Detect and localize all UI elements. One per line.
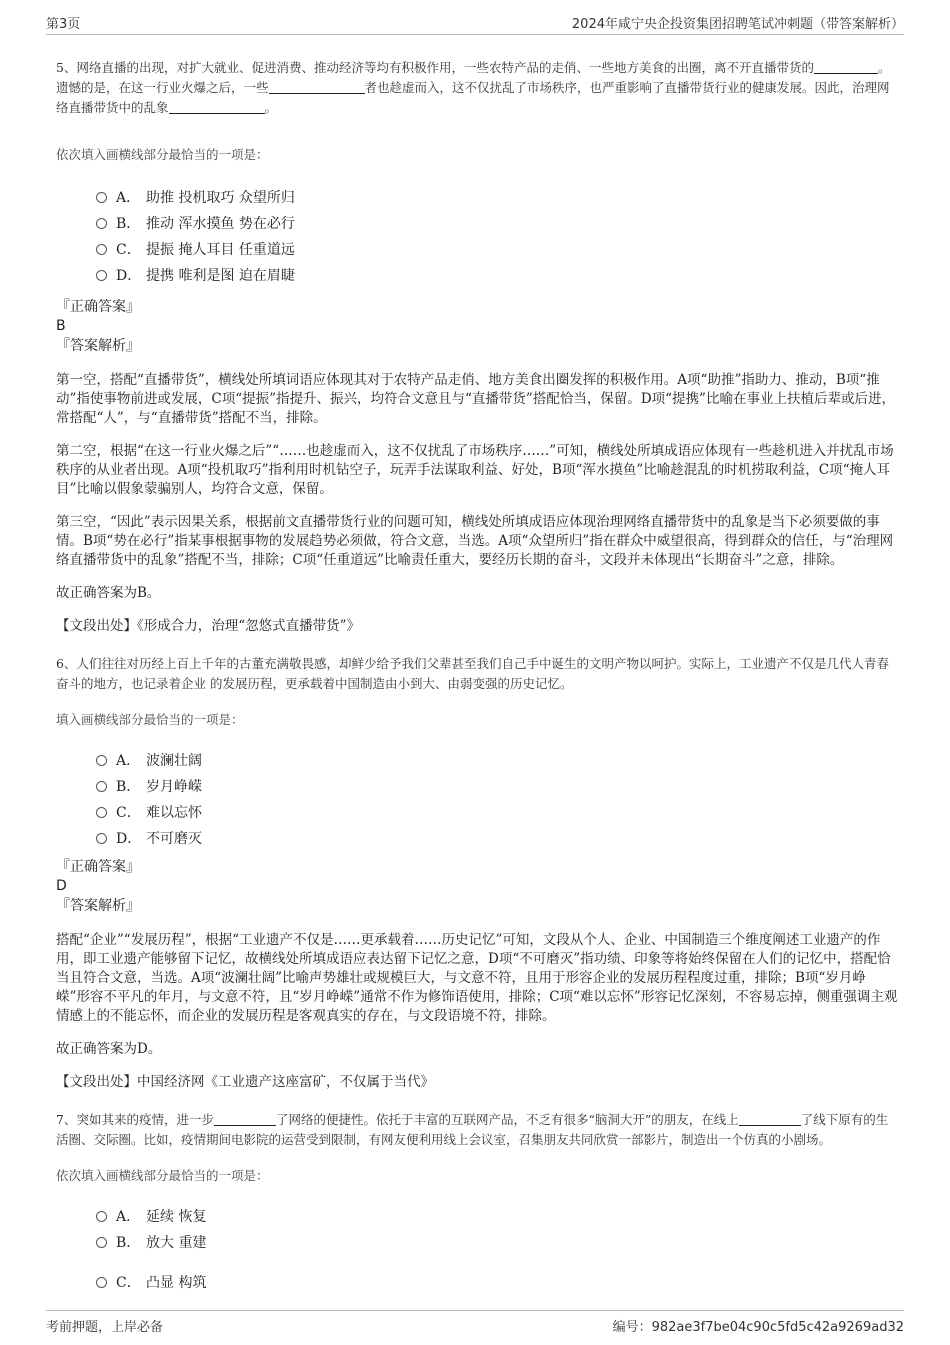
option-a[interactable]: A． 波澜壮阔 (96, 748, 898, 774)
radio-button[interactable] (96, 1277, 107, 1288)
correct-answer-label: 『正确答案』 (56, 859, 140, 875)
radio-button[interactable] (96, 807, 107, 818)
option-d[interactable]: D． 提携 唯利是图 迫在眉睫 (96, 263, 898, 289)
analysis-conclusion: 故正确答案为B。 (56, 585, 161, 601)
radio-button[interactable] (96, 755, 107, 766)
analysis-conclusion: 故正确答案为D。 (56, 1041, 162, 1057)
analysis-paragraph: 第三空，“因此”表示因果关系，根据前文直播带货行业的问题可知，横线处所填成语应体现治理网络直播带货中的乱象是当下必须要做的事情。B项“势在必行”指某事根据事物的发展趋势必须做，符合文意，当选。A项“众望所归”指在群众中威望很高，得到群众的信任，与“治理网络直播带货中的乱象”搭配不当，排除；C项“任重道远”比喻责任重大，要经历长期的奋斗，文段并未体现出“长期奋斗”之意，排除。 (56, 514, 894, 568)
option-b[interactable]: B． 放大 重建 (96, 1230, 898, 1256)
analysis-paragraph: 搭配“企业”“发展历程”，根据“工业遗产不仅是……更承载着……历史记忆”可知，文段从个人、企业、中国制造三个维度阐述工业遗产的作用，即工业遗产能够留下记忆，故横线处所填成语应表达留下记忆之意，D项“不可磨灭”指功绩、印象等将始终保留在人们的记忆中，搭配恰当且符合文意，当选。A项“波澜壮阔”比喻声势雄壮或规模巨大，与文意不符，且用于形容企业的发展历程程度过重，排除；B项“岁月峥嵘”形容不平凡的年月，与文意不符，且“岁月峥嵘”通常不作为修饰语使用，排除；C项“难以忘怀”形容记忆深刻，不容易忘掉，侧重强调主观情感上的不能忘怀，而企业的发展历程是客观真实的存在，与文段语境不符，排除。 (56, 932, 898, 1024)
question-stem: 6、人们往往对历经上百上千年的古董充满敬畏感，却鲜少给予我们父辈甚至我们自己手中诞生的文明产物以呵护。实际上，工业遗产不仅是几代人青春奋斗的地方，也记录着企业 的发展历程，更承载着中国制造由小到大、由弱变强的历史记忆。 (56, 656, 889, 691)
question-instruction: 依次填入画横线部分最恰当的一项是： (56, 147, 269, 162)
radio-button[interactable] (96, 192, 107, 203)
analysis-body (56, 931, 898, 1092)
question-instruction: 依次填入画横线部分最恰当的一项是： (56, 1168, 269, 1183)
answer-blank (214, 1112, 276, 1126)
option-list (96, 1204, 898, 1296)
question-stem: 7、突如其来的疫情，进一步 了网络的便捷性。依托于丰富的互联网产品，不乏有很多“脑洞大开”的朋友，在线上 了线下原有的生活圈、交际圈。比如，疫情期间电影院的运营受到限制，有网友便利用线上会议室，召集朋友共同欣赏一部影片，制造出一个仿真的小剧场。 (56, 1112, 889, 1147)
option-a[interactable]: A． 助推 投机取巧 众望所归 (96, 185, 898, 211)
radio-button[interactable] (96, 218, 107, 229)
analysis-paragraph: 第一空，搭配“直播带货”，横线处所填词语应体现其对于农特产品走俏、地方美食出圈发挥的积极作用。A项“助推”指助力、推动，B项“推动”指使事物前进或发展，C项“提振”指提升、振兴，均符合文意且与“直播带货”搭配恰当，保留。D项“提携”比喻在事业上扶植后辈或后进，常搭配“人”，与“直播带货”搭配不当，排除。 (56, 372, 895, 426)
analysis-label: 『答案解析』 (56, 898, 140, 914)
analysis-label: 『答案解析』 (56, 338, 140, 354)
option-list (96, 185, 898, 289)
option-c[interactable]: C． 凸显 构筑 (96, 1270, 898, 1296)
correct-answer-label: 『正确答案』 (56, 299, 140, 315)
main-content (56, 58, 898, 1296)
correct-answer: B (56, 318, 66, 334)
correct-answer: D (56, 878, 67, 894)
radio-button[interactable] (96, 833, 107, 844)
option-c[interactable]: C． 提振 掩人耳目 任重道远 (96, 237, 898, 263)
radio-button[interactable] (96, 1237, 107, 1248)
option-a[interactable]: A． 延续 恢复 (96, 1204, 898, 1230)
option-c[interactable]: C． 难以忘怀 (96, 800, 898, 826)
option-b[interactable]: B． 推动 浑水摸鱼 势在必行 (96, 211, 898, 237)
radio-button[interactable] (96, 270, 107, 281)
question-stem: 5、网络直播的出现，对扩大就业、促进消费、推动经济等均有积极作用，一些农特产品的走俏、一些地方美食的出圈，离不开直播带货的 。遗憾的是，在这一行业火爆之后，一些 者也趁虚而入，这不仅扰乱了市场秩序，也严重影响了直播带货行业的健康发展。因此，治理网络直播带货中的乱象 。 (56, 60, 891, 115)
passage-source: 【文段出处】中国经济网《工业遗产这座富矿，不仅属于当代》 (56, 1074, 434, 1090)
page-number: 第3页 (46, 17, 81, 32)
option-list (96, 748, 898, 852)
question-5 (56, 58, 898, 636)
answer-blank (269, 80, 365, 94)
page-header (46, 10, 904, 35)
option-b[interactable]: B． 岁月峥嵘 (96, 774, 898, 800)
document-title: 2024年咸宁央企投资集团招聘笔试冲刺题（带答案解析） (571, 17, 904, 32)
analysis-body (56, 371, 898, 636)
question-instruction: 填入画横线部分最恰当的一项是： (56, 712, 244, 727)
answer-blank (814, 60, 878, 74)
radio-button[interactable] (96, 244, 107, 255)
question-6 (56, 654, 898, 1092)
option-d[interactable]: D． 不可磨灭 (96, 826, 898, 852)
document-id: 编号：982ae3f7be04c90c5fd5c42a9269ad32 (612, 1320, 904, 1335)
question-7 (56, 1110, 898, 1296)
answer-blank (739, 1112, 801, 1126)
footer-slogan: 考前押题，上岸必备 (46, 1320, 164, 1335)
radio-button[interactable] (96, 1211, 107, 1222)
analysis-paragraph: 第二空，根据“在这一行业火爆之后”“……也趁虚而入，这不仅扰乱了市场秩序……”可知，横线处所填成语应体现有一些趁机进入并扰乱市场秩序的从业者出现。A项“投机取巧”指利用时机钻空子，玩弄手法谋取利益、好处，B项“浑水摸鱼”比喻趁混乱的时机捞取利益，C项“掩人耳目”比喻以假象蒙骗别人，均符合文意，保留。 (56, 443, 894, 497)
radio-button[interactable] (96, 781, 107, 792)
page-footer (46, 1310, 904, 1335)
answer-blank (169, 100, 265, 114)
passage-source: 【文段出处】《形成合力，治理“忽悠式直播带货”》 (56, 618, 361, 634)
